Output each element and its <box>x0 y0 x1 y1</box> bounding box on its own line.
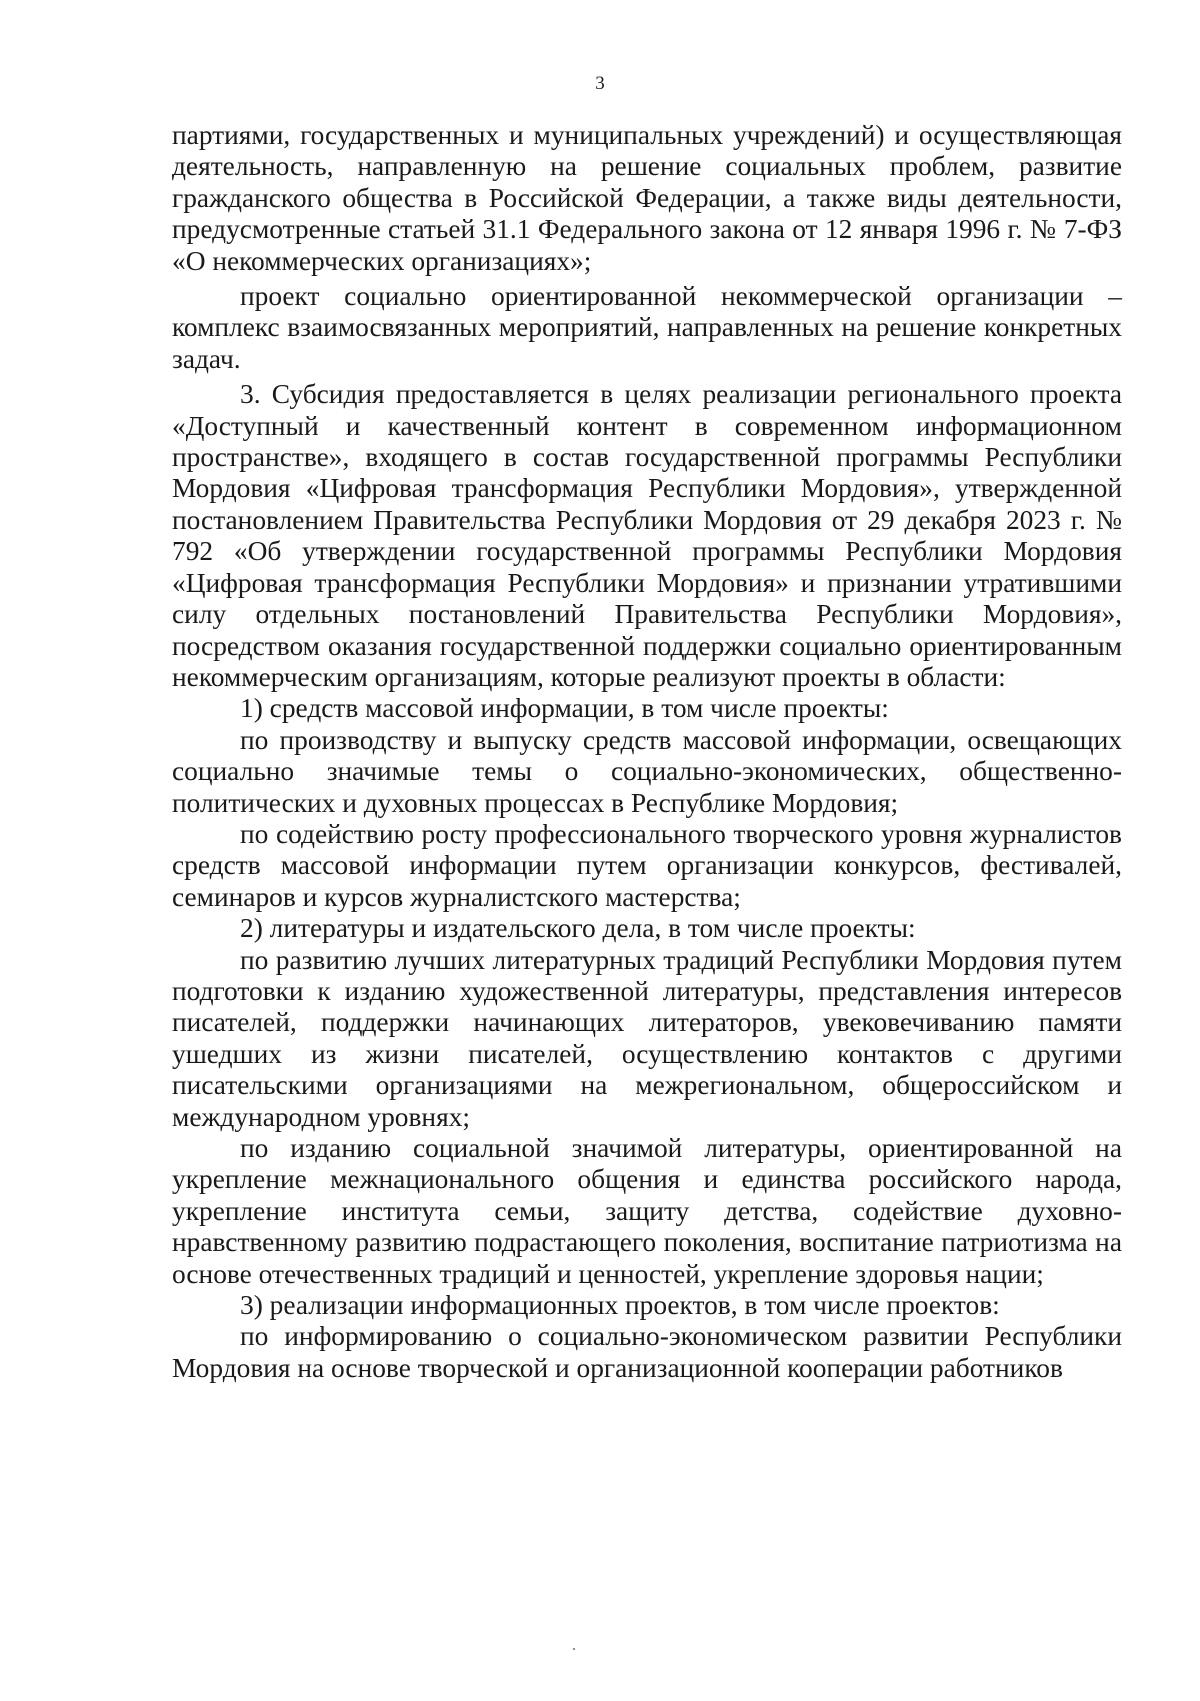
paragraph-item-3-heading: 3) реализации информационных проектов, в том числе проектов: <box>240 1290 1000 1321</box>
paragraph-continuation: партиями, государственных и муниципальных учреждений) и осуществляющая деятельность, направленную на решение социальных проблем, развитие гражданского общества в Российской Федерации, а также виды деятельности, предусмотренные статьей 31.1 Федерального закона от 12 января 1996 г. № 7-ФЗ «О некоммерческих организациях»; <box>172 120 1122 276</box>
paragraph-item-1-heading: 1) средств массовой информации, в том числе проекты: <box>240 693 889 724</box>
scan-artifact-dot <box>573 1648 575 1650</box>
paragraph-item-2-traditions: по развитию лучших литературных традиций Республики Мордовия путем подготовки к изданию художественной литературы, представления интересов писателей, поддержки начинающих литераторов, увековечиванию памяти ушедших из жизни писателей, осуществлению контактов с другими писательскими организациями на межрегиональном, общероссийском и международном уровнях; <box>172 944 1122 1132</box>
paragraph-item-2-heading: 2) литературы и издательского дела, в том числе проекты: <box>240 913 916 944</box>
paragraph-item-1-journalists: по содействию росту профессионального творческого уровня журналистов средств массовой информации путем организации конкурсов, фестивалей, семинаров и курсов журналистского мастерства; <box>172 818 1122 912</box>
paragraph-clause-3: 3. Субсидия предоставляется в целях реализации регионального проекта «Доступный и качественный контент в современном информационном пространстве», входящего в состав государственной программы Республики Мордовия «Цифровая трансформация Республики Мордовия», утвержденной постановлением Правительства Республики Мордовия от 29 декабря 2023 г. № 792 «Об утверждении государственной программы Республики Мордовия «Цифровая трансформация Республики Мордовия» и признании утратившими силу отдельных постановлений Правительства Республики Мордовия», посредством оказания государственной поддержки социально ориентированным некоммерческим организациям, которые реализуют проекты в области: <box>172 379 1122 692</box>
paragraph-item-2-publishing: по изданию социальной значимой литературы, ориентированной на укрепление межнационального общения и единства российского народа, укрепление института семьи, защиту детства, содействие духовно-нравственному развитию подрастающего поколения, воспитание патриотизма на основе отечественных традиций и ценностей, укрепление здоровья нации; <box>172 1133 1122 1289</box>
document-body <box>172 120 1122 1384</box>
paragraph-item-3-informing: по информированию о социально-экономическом развитии Республики Мордовия на основе творческой и организационной кооперации работников <box>172 1321 1122 1383</box>
paragraph-item-1-production: по производству и выпуску средств массовой информации, освещающих социально значимые темы о социально-экономических, общественно-политических и духовных процессах в Республике Мордовия; <box>172 724 1122 818</box>
paragraph-project-definition: проект социально ориентированной некоммерческой организации – комплекс взаимосвязанных мероприятий, направленных на решение конкретных задач. <box>172 281 1122 374</box>
page-number: 3 <box>595 73 605 94</box>
